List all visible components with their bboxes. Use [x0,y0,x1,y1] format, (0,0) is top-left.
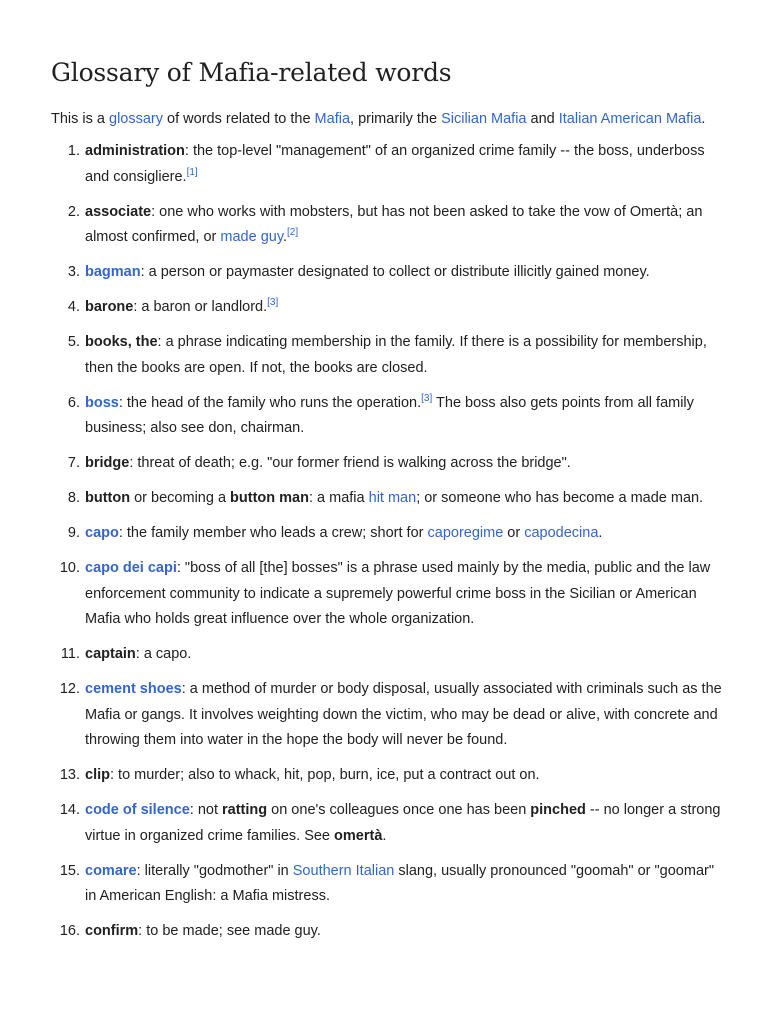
term: confirm [85,923,139,939]
term-link-boss[interactable]: boss [85,394,119,411]
link-hit-man[interactable]: hit man [368,490,417,506]
definition: : a phrase indicating membership in the family. If there is a possibility for membership, then the books are open. If not, the books are closed. [85,334,707,376]
citation-link[interactable]: [1] [186,166,198,178]
list-item-cement-shoes [84,677,728,754]
list-item-bridge [84,451,728,477]
citation-link[interactable]: [2] [287,227,299,239]
intro-text: . [701,111,706,127]
term: barone [85,299,134,315]
definition: -- no longer a strong virtue in organized crime families. See [85,802,721,844]
definition: : the family member who leads a crew; short for [118,525,428,541]
definition: : a capo. [135,646,192,662]
definition: . [382,827,387,844]
term-link-capo[interactable]: capo [85,525,119,541]
definition: or [503,525,525,541]
list-item-confirm [84,919,728,945]
list-item-administration [84,139,728,190]
term: pinched [530,802,586,818]
term: button [85,490,131,506]
definition: : a method of murder or body disposal, usually associated with criminals such as the Mafia or gangs. It involves weighting down the victim, who may be dead or alive, with concrete and throwing them into water in the hope the body will never be found. [85,681,722,748]
intro-text: This is a [51,111,110,127]
page-title: Glossary of Mafia-related words [51,58,452,87]
link-made-guy[interactable]: made guy [220,229,283,245]
term-link-bagman[interactable]: bagman [85,264,141,280]
definition: : "boss of all [the] bosses" is a phrase used mainly by the media, public and the law enforcement community to indicate a supremely powerful crime boss in the Sicilian or American Mafia who holds great influence over the whole organization. [85,560,711,627]
term-link-code-of-silence[interactable]: code of silence [85,802,190,818]
term: bridge [85,455,130,471]
definition: . [283,229,288,245]
list-item-boss [84,391,728,442]
link-caporegime[interactable]: caporegime [427,525,504,541]
citation-link[interactable]: [3] [421,392,433,404]
definition: : to murder; also to whack, hit, pop, burn, ice, put a contract out on. [109,767,540,783]
term: ratting [222,802,268,818]
definition: . [598,525,603,541]
list-item-associate [84,200,728,251]
definition: : the head of the family who runs the operation. [118,394,422,411]
term-link-comare[interactable]: comare [85,862,137,879]
definition: : not [189,802,223,818]
link-italian-american-mafia[interactable]: Italian American Mafia [558,111,702,127]
definition: on one's colleagues once one has been [267,802,531,818]
definition: ; or someone who has become a made man. [416,490,704,506]
link-glossary[interactable]: glossary [109,111,164,127]
term: books, the [85,334,158,350]
term-link-capo-dei-capi[interactable]: capo dei capi [85,560,177,576]
link-mafia[interactable]: Mafia [314,111,351,127]
list-item-barone [84,295,728,321]
intro-paragraph [51,107,728,132]
list-item-bagman [84,260,728,286]
link-capodecina[interactable]: capodecina [524,525,599,541]
definition: : to be made; see made guy. [138,923,321,939]
citation-link[interactable]: [3] [267,297,279,309]
link-southern-italian[interactable]: Southern Italian [292,862,395,879]
definition: : a mafia [308,490,369,506]
definition: : one who works with mobsters, but has not been asked to take the vow of Omertà; an almost confirmed, or [85,203,703,245]
term: administration [85,143,185,159]
list-item-books [84,330,728,381]
intro-text: and [526,111,559,127]
term-link-cement-shoes[interactable]: cement shoes [85,681,182,697]
list-item-capo [84,521,728,547]
list-item-comare [84,859,728,910]
list-item-button [84,486,728,512]
list-item-capo-dei-capi [84,556,728,633]
list-item-clip [84,763,728,789]
list-item-code-of-silence [84,798,728,849]
definition: The boss also gets points from all family business; also see don, chairman. [85,394,694,436]
intro-text: , primarily the [350,111,442,127]
glossary-list [51,139,728,945]
term: omertà [334,827,383,844]
definition: or becoming a [130,490,231,506]
definition: : threat of death; e.g. "our former friend is walking across the bridge". [129,455,571,471]
term: button man [230,490,309,506]
definition: : literally "godmother" in [136,862,293,879]
link-sicilian-mafia[interactable]: Sicilian Mafia [441,111,527,127]
term: clip [85,767,110,783]
definition: : a baron or landlord. [133,299,268,315]
definition: : a person or paymaster designated to collect or distribute illicitly gained money. [140,264,650,280]
definition: slang, usually pronounced "goomah" or "goomar" in American English: a Mafia mistress. [85,862,714,904]
intro-text: of words related to the [163,111,315,127]
list-item-captain [84,642,728,668]
term: associate [85,203,152,220]
definition: : the top-level "management" of an organized crime family -- the boss, underboss and consigliere. [85,143,705,185]
term: captain [85,646,136,662]
